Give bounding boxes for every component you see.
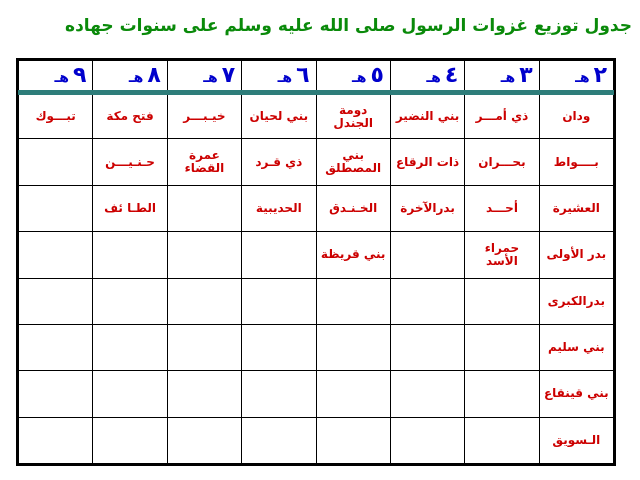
battle-cell <box>539 185 613 231</box>
battle-name: الخـنـدق <box>329 200 378 215</box>
battle-cell <box>465 139 539 185</box>
year-unit: هـ <box>128 70 144 86</box>
battle-cell <box>242 93 316 139</box>
battle-cell <box>316 185 390 231</box>
table-row <box>19 371 614 417</box>
battle-cell <box>390 139 464 185</box>
battle-name: بــــواط <box>553 154 599 169</box>
battles-table-container <box>16 58 616 466</box>
table-row <box>19 93 614 139</box>
battle-name: خيـبـــر <box>183 109 226 124</box>
battle-name: العشيرة <box>552 200 600 215</box>
year-number: ٦ <box>296 63 310 88</box>
battle-cell <box>93 324 167 370</box>
battle-cell <box>19 232 93 278</box>
battle-cell <box>167 185 241 231</box>
battle-cell <box>93 185 167 231</box>
year-header <box>465 61 539 93</box>
battle-cell <box>242 232 316 278</box>
battle-name: ودان <box>562 109 591 124</box>
battle-cell <box>539 324 613 370</box>
year-header <box>539 61 613 93</box>
battle-cell <box>167 324 241 370</box>
battle-cell <box>167 93 241 139</box>
battle-name: ذي قـرد <box>255 154 303 169</box>
battle-name: بحـــران <box>478 154 526 169</box>
table-row <box>19 185 614 231</box>
battle-cell <box>167 417 241 463</box>
year-number: ٤ <box>444 63 459 88</box>
table-row <box>19 232 614 278</box>
battle-cell <box>93 139 167 185</box>
year-unit: هـ <box>203 70 218 86</box>
year-header-row <box>19 61 614 93</box>
battle-cell <box>242 371 316 417</box>
battle-cell <box>19 278 93 324</box>
battle-cell <box>19 93 93 139</box>
battle-cell <box>93 93 167 139</box>
year-unit: هـ <box>575 70 590 86</box>
battle-cell <box>242 417 316 463</box>
battle-name: الحديبية <box>255 200 302 215</box>
battle-cell <box>390 417 464 463</box>
battle-cell <box>93 232 167 278</box>
year-unit: هـ <box>277 70 293 86</box>
battle-cell <box>19 185 93 231</box>
year-number: ٩ <box>72 63 87 88</box>
battle-cell <box>316 278 390 324</box>
battle-cell <box>316 371 390 417</box>
battle-name: بني لحيان <box>249 109 309 124</box>
battle-name: عمرة القضاء <box>184 148 225 176</box>
battle-name: ذات الرقاع <box>395 154 460 169</box>
year-header <box>316 61 390 93</box>
battle-cell <box>242 278 316 324</box>
battle-cell <box>390 324 464 370</box>
battle-cell <box>19 324 93 370</box>
battle-cell <box>167 278 241 324</box>
battle-cell <box>465 417 539 463</box>
battle-cell <box>167 371 241 417</box>
battle-name: بني النضير <box>395 109 460 124</box>
year-number: ٨ <box>147 63 161 88</box>
battle-cell <box>167 139 241 185</box>
battle-cell <box>539 371 613 417</box>
battle-cell <box>242 139 316 185</box>
battle-cell <box>316 139 390 185</box>
battle-name: حمراء الأسد <box>484 240 520 268</box>
table-row <box>19 324 614 370</box>
page-title: جدول توزيع غزوات الرسول صلى الله عليه وسلم على سنوات جهاده <box>65 16 632 36</box>
battle-cell <box>390 371 464 417</box>
year-number: ٥ <box>370 63 384 88</box>
battle-cell <box>19 417 93 463</box>
battle-name: بني سليم <box>547 340 605 355</box>
year-header <box>93 61 167 93</box>
year-unit: هـ <box>426 70 441 86</box>
table-row <box>19 417 614 463</box>
battle-cell <box>316 232 390 278</box>
battle-name: بني المصطلق <box>325 148 382 176</box>
battle-name: تبـــوك <box>35 109 76 124</box>
battle-cell <box>167 232 241 278</box>
battle-cell <box>539 139 613 185</box>
battle-name: حـنـيـــن <box>105 154 155 169</box>
battle-cell <box>390 185 464 231</box>
battles-table <box>18 60 614 464</box>
year-number: ٧ <box>221 63 236 88</box>
battle-name: دومة الجندل <box>333 102 373 130</box>
battle-cell <box>93 278 167 324</box>
battle-cell <box>465 185 539 231</box>
battle-cell <box>93 371 167 417</box>
battle-name: الـسويق <box>552 432 601 447</box>
battle-name: بدرالكبرى <box>547 293 605 308</box>
year-header <box>167 61 241 93</box>
year-number: ٣ <box>519 63 533 88</box>
battle-cell <box>390 278 464 324</box>
battle-cell <box>539 417 613 463</box>
year-header <box>390 61 464 93</box>
battle-cell <box>316 324 390 370</box>
battle-cell <box>539 232 613 278</box>
battle-cell <box>242 185 316 231</box>
year-unit: هـ <box>54 70 69 86</box>
battle-name: بني قريظة <box>320 247 386 262</box>
battle-cell <box>390 232 464 278</box>
battle-cell <box>316 93 390 139</box>
battle-cell <box>465 278 539 324</box>
year-header <box>19 61 93 93</box>
year-header <box>242 61 316 93</box>
battle-name: أحـــد <box>485 200 518 215</box>
battle-cell <box>465 93 539 139</box>
year-unit: هـ <box>351 70 367 86</box>
year-unit: هـ <box>500 70 516 86</box>
battle-cell <box>465 232 539 278</box>
table-row <box>19 139 614 185</box>
battle-name: ذي أمـــر <box>475 109 529 124</box>
battle-cell <box>539 278 613 324</box>
battle-name: الطـا ئف <box>104 200 156 215</box>
battle-name: بدرالآخرة <box>400 200 455 215</box>
battle-cell <box>19 371 93 417</box>
battle-cell <box>242 324 316 370</box>
battle-cell <box>316 417 390 463</box>
battle-cell <box>465 324 539 370</box>
battle-cell <box>19 139 93 185</box>
battle-name: فتح مكة <box>106 109 154 124</box>
battle-name: بدر الأولى <box>546 247 607 262</box>
battle-name: بني قينقاع <box>543 386 609 401</box>
battle-cell <box>390 93 464 139</box>
table-row <box>19 278 614 324</box>
battle-cell <box>93 417 167 463</box>
battle-cell <box>539 93 613 139</box>
year-number: ٢ <box>593 63 607 88</box>
battle-cell <box>465 371 539 417</box>
